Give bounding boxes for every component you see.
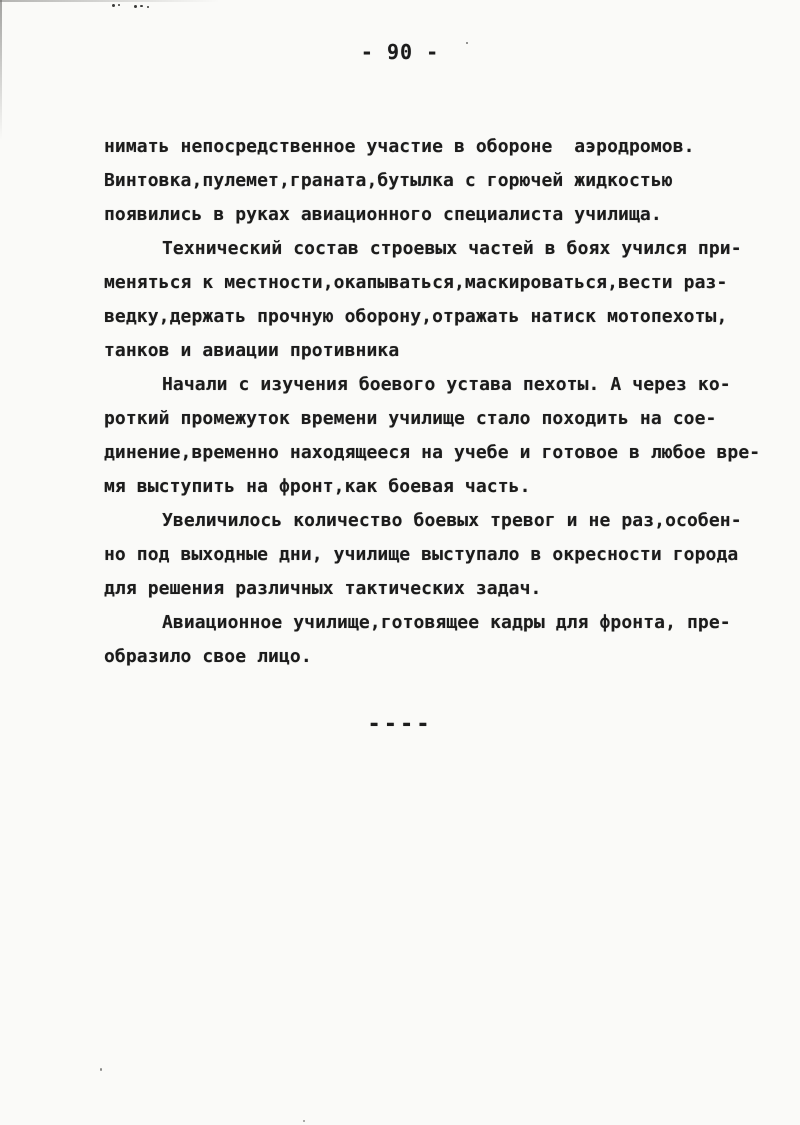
scan-speckle: [100, 1068, 102, 1071]
text-line: танков и авиации противника: [104, 340, 400, 361]
scan-edge-artifact: [0, 0, 220, 2]
text-line: Авиационное училище,готовящее кадры для фронта, пре-: [162, 612, 731, 633]
scan-edge-artifact: [0, 0, 2, 140]
body-text: [104, 130, 764, 674]
text-line: появились в руках авиационного специалиста училища.: [104, 204, 662, 225]
text-line: мя выступить на фронт,как боевая часть.: [104, 476, 531, 497]
paragraph: [104, 232, 764, 368]
scan-speckle: [147, 6, 149, 8]
scan-speckle: [134, 5, 137, 8]
paragraph: [104, 130, 764, 232]
scan-speckle: [118, 4, 120, 6]
text-line: для решения различных тактических задач.: [104, 578, 542, 599]
text-line: но под выходные дни, училище выступало в окресности города: [104, 544, 739, 565]
text-line: роткий промежуток времени училище стало походить на сое-: [104, 408, 717, 429]
page-number: - 90 -: [360, 40, 440, 64]
paragraph: [104, 606, 764, 674]
text-line: Начали с изучения боевого устава пехоты. А через ко-: [162, 374, 731, 395]
text-line: нимать непосредственное участие в обороне аэродромов.: [104, 136, 695, 157]
scan-speckle: [140, 5, 143, 7]
scan-speckle: [112, 4, 115, 7]
text-line: динение,временно находящееся на учебе и готовое в любое вре-: [104, 442, 761, 463]
text-line: меняться к местности,окапываться,маскироваться,вести раз-: [104, 272, 728, 293]
paragraph: [104, 368, 764, 504]
paragraph: [104, 504, 764, 606]
text-line: Увеличилось количество боевых тревог и не раз,особен-: [162, 510, 742, 531]
text-line: ведку,держать прочную оборону,отражать натиск мотопехоты,: [104, 306, 728, 327]
text-line: образило свое лицо.: [104, 646, 312, 667]
end-of-section-dashes: ----: [367, 712, 433, 737]
scan-speckle: [303, 1120, 305, 1122]
text-line: Винтовка,пулемет,граната,бутылка с горючей жидкостью: [104, 170, 673, 191]
text-line: Технический состав строевых частей в боях учился при-: [162, 238, 742, 259]
